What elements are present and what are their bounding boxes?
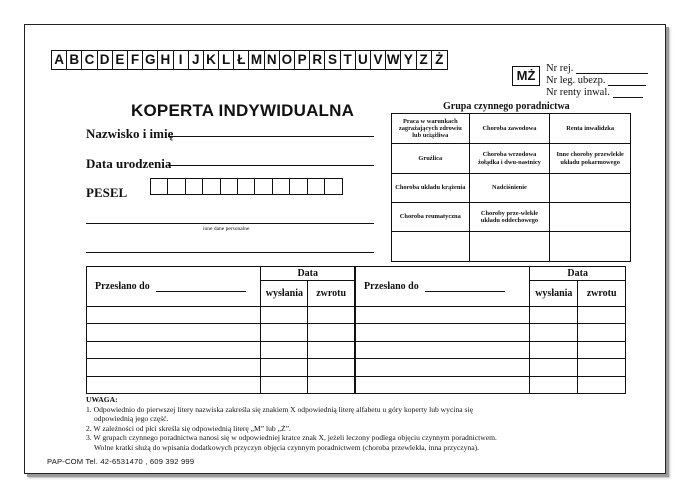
przeslano-cell[interactable] — [578, 341, 626, 358]
alphabet-letter[interactable]: B — [67, 51, 82, 69]
przeslano-cell[interactable] — [530, 341, 578, 358]
przeslano-row — [356, 324, 626, 341]
nr-renty-label: Nr renty inwal. — [546, 87, 610, 98]
przeslano-cell[interactable] — [261, 341, 308, 358]
nr-rej-rule — [576, 65, 648, 74]
przeslano-cell[interactable] — [308, 324, 355, 341]
alphabet-strip — [51, 50, 448, 70]
pesel-digit-box[interactable] — [273, 179, 290, 194]
przeslano-table-right — [355, 266, 626, 394]
pesel-digit-box[interactable] — [151, 179, 168, 194]
przeslano-row — [356, 376, 626, 393]
alphabet-letter[interactable]: Ż — [435, 52, 444, 67]
grupa-row — [392, 144, 631, 174]
przeslano-cell[interactable] — [87, 359, 261, 376]
zwrotu-header: zwrotu — [308, 281, 355, 307]
uwaga-heading: UWAGA: — [86, 395, 118, 404]
grupa-row — [392, 174, 631, 203]
przeslano-cell[interactable] — [578, 324, 626, 341]
alphabet-letter[interactable]: E — [113, 51, 128, 69]
pesel-digit-box[interactable] — [238, 179, 255, 194]
przeslano-cell[interactable] — [308, 359, 355, 376]
przeslano-row — [87, 359, 355, 376]
alphabet-letter[interactable]: N — [265, 51, 280, 69]
przeslano-cell[interactable] — [308, 307, 355, 324]
zwrotu-header: zwrotu — [578, 281, 626, 307]
przeslano-row — [356, 359, 626, 376]
przeslano-row — [87, 324, 355, 341]
uwaga-item-1b: odpowiednią jego część. — [94, 414, 169, 424]
alphabet-letter[interactable]: F — [128, 51, 143, 69]
alphabet-letter[interactable]: Z — [417, 51, 432, 69]
przeslano-cell[interactable] — [356, 359, 530, 376]
przeslano-cell[interactable] — [530, 376, 578, 393]
nr-leg-rule — [608, 77, 646, 86]
pesel-digit-box[interactable] — [255, 179, 272, 194]
grupa-cell[interactable] — [392, 232, 470, 262]
przeslano-cell[interactable] — [87, 324, 261, 341]
grupa-row — [392, 114, 631, 144]
alphabet-letter[interactable]: D — [98, 51, 113, 69]
przeslano-table-left — [86, 266, 355, 394]
wyslania-header: wysłania — [261, 281, 308, 307]
przeslano-cell[interactable] — [356, 307, 530, 324]
footer-publisher: PAP-COM Tel. 42-6531470 , 609 392 999 — [47, 457, 195, 466]
alphabet-letter[interactable]: H — [158, 51, 173, 69]
alphabet-letter[interactable]: P — [295, 51, 310, 69]
alphabet-letter[interactable]: L — [219, 51, 234, 69]
przeslano-cell[interactable] — [356, 324, 530, 341]
grupa-row — [392, 232, 631, 262]
uwaga-item-1: 1. Odpowiednio do pierwszej litery nazwiska zakreśla się znakiem X odpowiednią literę alfabetu u góry koperty lub wycina się — [86, 404, 473, 414]
przeslano-cell[interactable] — [87, 307, 261, 324]
grupa-cell[interactable] — [550, 232, 631, 262]
alphabet-letter[interactable]: O — [280, 51, 295, 69]
pesel-digit-box[interactable] — [325, 179, 342, 194]
alphabet-letter[interactable]: G — [143, 51, 158, 69]
pesel-digit-box[interactable] — [308, 179, 325, 194]
przeslano-cell[interactable] — [261, 359, 308, 376]
nr-renty-field[interactable] — [546, 87, 643, 98]
uwaga-item-3: 3. W grupach czynnego poradnictwa nanosi się w odpowiedniej kratce znak X, jeżeli leczony podlega objęciu czynnym poradnictwem. — [86, 433, 497, 443]
pesel-digit-box[interactable] — [168, 179, 185, 194]
pesel-digit-box[interactable] — [203, 179, 220, 194]
alphabet-letter[interactable]: Y — [401, 51, 416, 69]
uwaga-item-2: 2. W zależności od płci skreśla się odpowiednią literę „M” lub „Ż”. — [86, 423, 291, 433]
przeslano-cell[interactable] — [356, 376, 530, 393]
przeslano-row — [356, 341, 626, 358]
przeslano-cell[interactable] — [578, 307, 626, 324]
data-header: Data — [530, 267, 626, 281]
alphabet-letter[interactable]: S — [325, 51, 340, 69]
przeslano-cell[interactable] — [308, 341, 355, 358]
birth-label: Data urodzenia — [86, 156, 172, 171]
grupa-title: Grupa czynnego poradnictwa — [443, 101, 570, 112]
nr-leg-label: Nr leg. ubezp. — [546, 75, 606, 86]
przeslano-cell[interactable] — [308, 376, 355, 393]
name-input-line[interactable] — [168, 136, 374, 137]
przeslano-row — [87, 376, 355, 393]
przeslano-input-line[interactable] — [425, 284, 505, 292]
grupa-table — [391, 113, 631, 262]
przeslano-cell[interactable] — [578, 376, 626, 393]
other-data-line-2[interactable] — [86, 252, 374, 253]
alphabet-letter[interactable]: W — [386, 52, 400, 67]
alphabet-letter[interactable]: J — [189, 51, 204, 69]
przeslano-cell[interactable] — [261, 376, 308, 393]
alphabet-letter[interactable]: U — [356, 51, 371, 69]
przeslano-cell[interactable] — [261, 307, 308, 324]
form-title: KOPERTA INDYWIDUALNA — [131, 101, 355, 120]
nr-rej-field[interactable] — [546, 63, 648, 74]
przeslano-label-cell — [87, 267, 261, 307]
alphabet-letter[interactable]: T — [341, 51, 356, 69]
grupa-cell[interactable]: Choroba układu krążenia — [392, 174, 470, 203]
data-header: Data — [261, 267, 355, 281]
grupa-row — [392, 203, 631, 232]
przeslano-cell[interactable] — [530, 359, 578, 376]
alphabet-letter[interactable]: K — [204, 51, 219, 69]
nr-renty-rule — [613, 89, 643, 98]
przeslano-row — [87, 341, 355, 358]
przeslano-label-cell — [356, 267, 530, 307]
alphabet-letter[interactable]: C — [82, 51, 97, 69]
przeslano-input-line[interactable] — [156, 284, 246, 292]
alphabet-letter[interactable]: I — [174, 51, 189, 69]
gender-box[interactable]: MŻ — [512, 66, 540, 86]
alphabet-letter[interactable]: R — [310, 51, 325, 69]
nr-leg-field[interactable] — [546, 75, 646, 86]
pesel-label: PESEL — [86, 185, 128, 200]
grupa-cell[interactable] — [469, 232, 550, 262]
przeslano-label: Przesłano do — [364, 281, 419, 292]
alphabet-letter[interactable]: Ł — [234, 51, 249, 69]
grupa-cell[interactable]: Choroba wrzodowa żołądka i dwu-nastnicy — [469, 144, 550, 174]
przeslano-cell[interactable] — [578, 359, 626, 376]
envelope-form — [24, 24, 666, 474]
other-data-line-1[interactable] — [86, 223, 374, 224]
grupa-cell[interactable]: Choroba zawodowa — [469, 114, 550, 144]
grupa-cell[interactable]: Nadciśnienie — [469, 174, 550, 203]
grupa-cell[interactable]: Renta inwalidzka — [550, 114, 631, 144]
przeslano-label: Przesłano do — [95, 281, 150, 292]
wyslania-header: wysłania — [530, 281, 578, 307]
grupa-cell[interactable] — [550, 203, 631, 232]
alphabet-letter[interactable]: M — [249, 51, 264, 69]
alphabet-letter[interactable]: A — [52, 51, 67, 69]
przeslano-cell[interactable] — [356, 341, 530, 358]
other-data-caption: inne dane personalne — [203, 226, 250, 232]
birth-input-line[interactable] — [168, 165, 374, 166]
uwaga-item-3b: Wolne kratki służą do wpisania dodatkowych przyczyn objęcia czynnym poradnictwem (choroba przewlekła, inna przyczyna). — [94, 442, 480, 452]
przeslano-cell[interactable] — [87, 341, 261, 358]
przeslano-row — [87, 307, 355, 324]
przeslano-cell[interactable] — [530, 307, 578, 324]
grupa-cell[interactable]: Choroby prze-wlekłe układu oddechowego — [469, 203, 550, 232]
pesel-digit-box[interactable] — [186, 179, 203, 194]
pesel-digit-box[interactable] — [290, 179, 307, 194]
przeslano-row — [356, 307, 626, 324]
grupa-cell[interactable]: Inne choroby przewlekłe układu pokarmowego — [550, 144, 631, 174]
uwaga-notes — [86, 395, 646, 453]
przeslano-cell[interactable] — [530, 324, 578, 341]
grupa-cell[interactable]: Choroba reumatyczna — [392, 203, 470, 232]
pesel-boxes[interactable] — [150, 178, 343, 195]
grupa-cell[interactable] — [550, 174, 631, 203]
przeslano-cell[interactable] — [87, 376, 261, 393]
przeslano-cell[interactable] — [261, 324, 308, 341]
name-label: Nazwisko i imię — [86, 126, 174, 141]
grupa-cell[interactable]: Gruźlica — [392, 144, 470, 174]
nr-rej-label: Nr rej. — [546, 63, 574, 74]
pesel-digit-box[interactable] — [221, 179, 238, 194]
alphabet-letter[interactable]: V — [371, 51, 386, 69]
grupa-cell[interactable]: Praca w warunkach zagrażających zdrowiu lub uciążliwa — [392, 114, 470, 144]
